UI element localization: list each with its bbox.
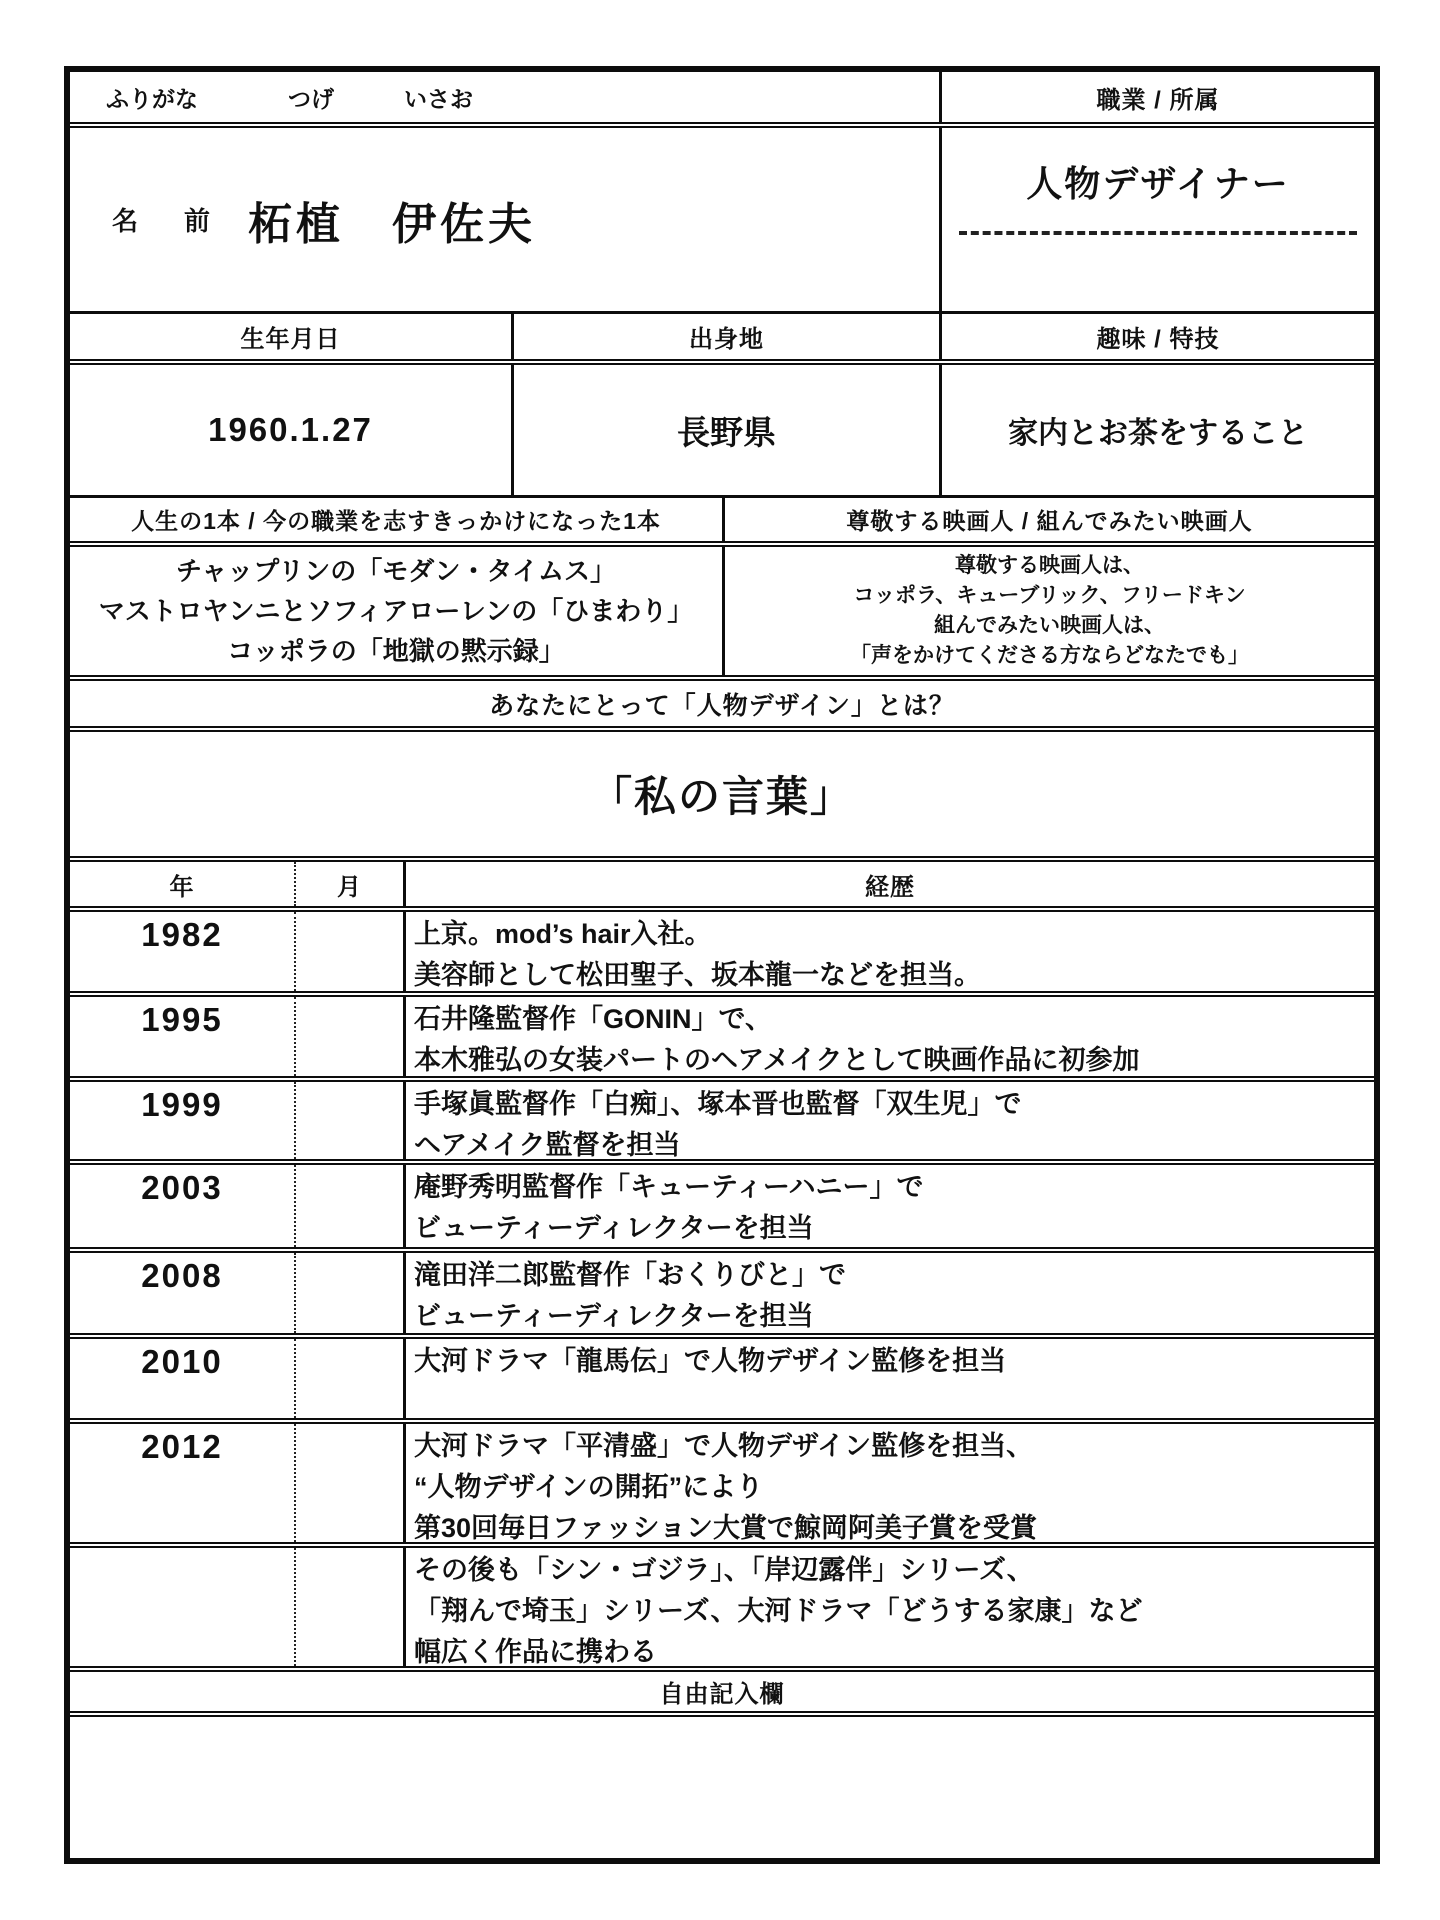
furigana-row xyxy=(70,72,1374,128)
birthplace-header: 出身地 xyxy=(514,314,942,359)
career-history xyxy=(406,1082,1374,1159)
furigana-family-name: つげ xyxy=(288,85,334,112)
career-month xyxy=(296,1082,406,1159)
career-month xyxy=(296,1424,406,1542)
career-line: 滝田洋二郎監督作「おくりびと」で xyxy=(414,1260,846,1290)
career-history xyxy=(406,1424,1374,1542)
question-row xyxy=(70,681,1374,732)
career-line: 庵野秀明監督作「キューティーハニー」で xyxy=(414,1172,924,1202)
occupation-header: 職業 / 所属 xyxy=(1096,86,1220,114)
furigana-label: ふりがな xyxy=(106,85,198,112)
career-line: ビューティーディレクターを担当 xyxy=(414,1213,814,1243)
furigana-given-name: いさお xyxy=(404,85,473,112)
career-row-2003 xyxy=(70,1165,1374,1253)
free-entry-header: 自由記入欄 xyxy=(659,1681,785,1708)
free-entry-header-row xyxy=(70,1672,1374,1717)
life-film-line: マストロヤンニとソフィアローレンの「ひまわり」 xyxy=(98,596,694,626)
career-row-2010 xyxy=(70,1339,1374,1424)
career-line: 石井隆監督作「GONIN」で、 xyxy=(414,1004,772,1034)
career-month xyxy=(296,1165,406,1247)
career-year: 2003 xyxy=(70,1165,296,1247)
question-header: あなたにとって「人物デザイン」とは？ xyxy=(489,691,955,720)
answer-value: 「私の言葉」 xyxy=(589,773,854,820)
name-label: 名 前 xyxy=(112,206,221,236)
career-line: 本木雅弘の女装パートのヘアメイクとして映画作品に初参加 xyxy=(414,1045,1140,1075)
career-month xyxy=(296,1339,406,1418)
life-film-line: コッポラの「地獄の黙示録」 xyxy=(227,636,565,666)
career-history xyxy=(406,912,1374,991)
career-year: 2008 xyxy=(70,1253,296,1333)
career-year-header: 年 xyxy=(70,862,296,906)
dashed-separator-line xyxy=(959,231,1356,235)
career-history xyxy=(406,1165,1374,1247)
career-year: 1999 xyxy=(70,1082,296,1159)
career-line: 大河ドラマ「龍馬伝」で人物デザイン監修を担当 xyxy=(414,1346,1007,1376)
career-line: 幅広く作品に携わる xyxy=(414,1637,657,1667)
occupation-cell xyxy=(942,128,1374,311)
career-row-2012 xyxy=(70,1424,1374,1548)
career-row-2008 xyxy=(70,1253,1374,1339)
info-header-row xyxy=(70,314,1374,365)
name-row xyxy=(70,128,1374,314)
career-year: 1982 xyxy=(70,912,296,991)
life-film-line: チャップリンの「モダン・タイムス」 xyxy=(176,556,616,586)
career-row-1982 xyxy=(70,912,1374,997)
career-year: 2010 xyxy=(70,1339,296,1418)
career-line: 美容師として松田聖子、坂本龍一などを担当。 xyxy=(414,960,981,990)
respected-filmmakers-content xyxy=(725,547,1374,675)
career-row-1999 xyxy=(70,1082,1374,1165)
film-section-content-row xyxy=(70,547,1374,681)
answer-row xyxy=(70,732,1374,862)
career-year xyxy=(70,1548,296,1666)
career-line: ヘアメイク監督を担当 xyxy=(414,1130,681,1160)
career-month xyxy=(296,1253,406,1333)
occupation-value: 人物デザイナー xyxy=(1026,163,1290,204)
career-row-recent xyxy=(70,1548,1374,1672)
career-line: “人物デザインの開拓”により xyxy=(414,1472,764,1502)
career-history-header: 経歴 xyxy=(865,873,915,901)
birthdate-value: 1960.1.27 xyxy=(70,365,514,495)
birthdate-header: 生年月日 xyxy=(70,314,514,359)
respected-filmmakers-line: 尊敬する映画人は、 xyxy=(955,554,1144,577)
career-month xyxy=(296,997,406,1076)
career-history xyxy=(406,997,1374,1076)
respected-filmmakers-line: 組んでみたい映画人は、 xyxy=(934,614,1165,637)
career-line: 上京。mod’s hair入社。 xyxy=(414,919,712,949)
career-history xyxy=(406,1253,1374,1333)
career-line: 大河ドラマ「平清盛」で人物デザイン監修を担当、 xyxy=(414,1431,1034,1461)
career-line: ビューティーディレクターを担当 xyxy=(414,1301,814,1331)
career-line: その後も「シン・ゴジラ」、「岸辺露伴」シリーズ、 xyxy=(414,1555,1034,1585)
film-section-header-row xyxy=(70,498,1374,547)
life-film-content xyxy=(70,547,725,675)
respected-filmmakers-line: コッポラ、キューブリック、フリードキン xyxy=(853,584,1246,607)
hobby-value: 家内とお茶をすること xyxy=(1008,417,1308,450)
name-cell xyxy=(70,128,942,311)
career-month xyxy=(296,1548,406,1666)
career-header-row xyxy=(70,862,1374,912)
career-month-header: 月 xyxy=(296,862,406,906)
career-line: 第30回毎日ファッション大賞で鯨岡阿美子賞を受賞 xyxy=(414,1513,1037,1543)
career-history xyxy=(406,1548,1374,1666)
career-line: 手塚眞監督作「白痴」、塚本晋也監督「双生児」で xyxy=(414,1089,1022,1119)
career-line: 「翔んで埼玉」シリーズ、大河ドラマ「どうする家康」など xyxy=(414,1596,1143,1626)
career-history xyxy=(406,1339,1374,1418)
life-film-header: 人生の1本 / 今の職業を志すきっかけになった1本 xyxy=(70,498,725,541)
career-year: 1995 xyxy=(70,997,296,1076)
furigana-cell xyxy=(70,72,942,122)
birthplace-value: 長野県 xyxy=(514,365,942,495)
career-year: 2012 xyxy=(70,1424,296,1542)
name-value: 柘植 伊佐夫 xyxy=(248,199,537,249)
hobby-header: 趣味 / 特技 xyxy=(1096,326,1220,353)
career-month xyxy=(296,912,406,991)
respected-filmmakers-line: 「声をかけてくださる方ならどなたでも」 xyxy=(850,644,1249,667)
respected-filmmakers-header: 尊敬する映画人 / 組んでみたい映画人 xyxy=(846,508,1253,534)
info-value-row xyxy=(70,365,1374,498)
profile-form xyxy=(64,66,1380,1864)
free-entry-box xyxy=(70,1717,1374,1858)
career-row-1995 xyxy=(70,997,1374,1082)
